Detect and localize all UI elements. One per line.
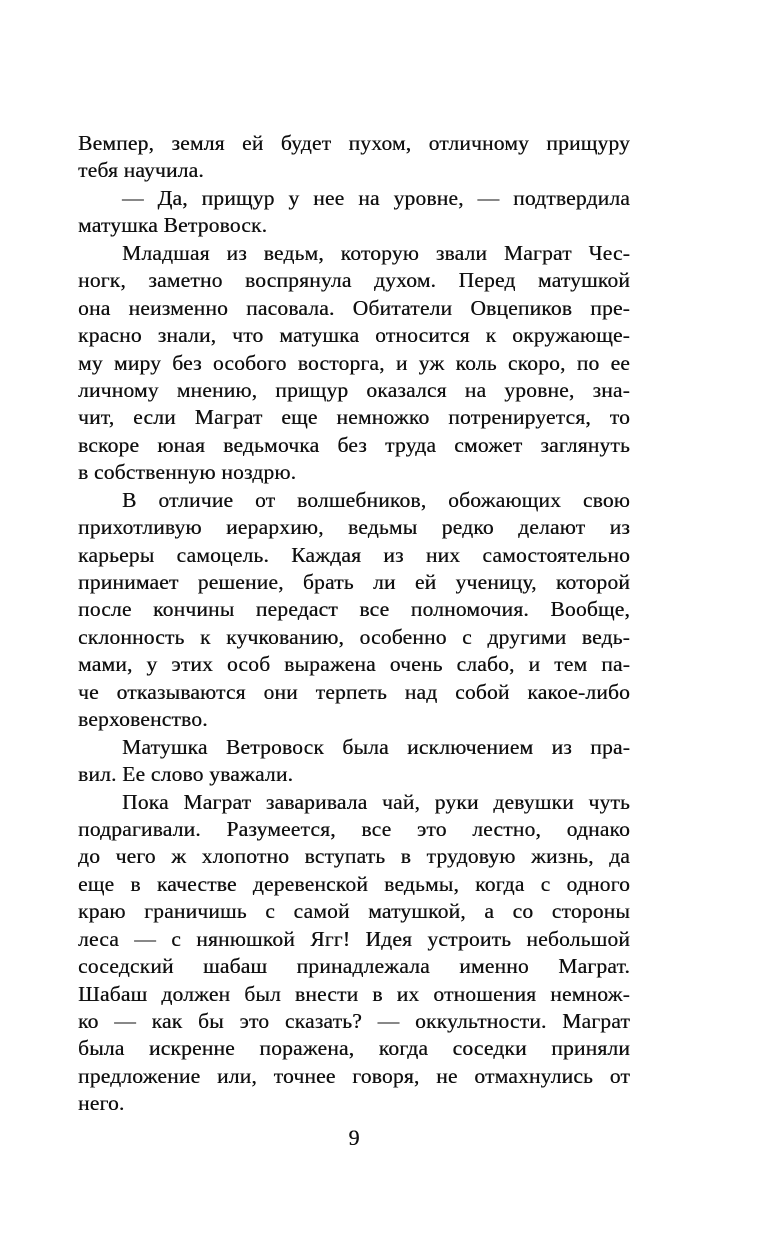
text-line: че отказываются они терпеть над собой какое-либо [78,679,630,704]
text-line: соседский шабаш принадлежала именно Маграт. [78,954,630,979]
text-line: вил. Ее слово уважали. [78,762,294,787]
text-line: до чего ж хлопотно вступать в трудовую жизнь, да [78,844,630,869]
text-line: после кончины передаст все полномочия. Вообще, [78,597,630,622]
text-line: Матушка Ветровоск была исключением из пра- [122,734,630,759]
text-line: матушка Ветровоск. [78,213,268,238]
text-line: личному мнению, прищур оказался на уровне, зна- [78,377,630,402]
text-line: Младшая из ведьм, которую звали Маграт Чес- [122,240,630,265]
text-line: — Да, прищур у нее на уровне, — подтвердила [122,185,630,210]
text-line: в собственную ноздрю. [78,460,297,485]
text-line: В отличие от волшебников, обожающих свою [122,487,630,512]
text-line: карьеры самоцель. Каждая из них самостоятельно [78,542,630,567]
text-line: мами, у этих особ выражена очень слабо, и тем па- [78,652,630,677]
text-line: чит, если Маграт еще немножко потренируется, то [78,405,630,430]
text-line: му миру без особого восторга, и уж коль скоро, по ее [78,350,630,375]
text-line: ко — как бы это сказать? — оккультности. Маграт [78,1009,630,1033]
text-line: предложение или, точнее говоря, не отмахнулись от [78,1063,630,1088]
text-line: Вемпер, земля ей будет пухом, отличному прищуру [78,131,630,155]
text-line: верховенство. [78,707,208,732]
body-text [78,130,630,1118]
text-line: леса — с нянюшкой Ягг! Идея устроить небольшой [78,926,630,951]
text-line: него. [78,1091,125,1116]
text-line: ногк, заметно воспрянула духом. Перед матушкой [78,268,630,293]
text-line: склонность к кучкованию, особенно с другими ведь- [78,624,630,649]
text-line: была искренне поражена, когда соседки приняли [78,1036,630,1061]
text-line: вскоре юная ведьмочка без труда сможет заглянуть [78,432,630,457]
text-line: прихотливую иерархию, ведьмы редко делают из [78,515,630,540]
text-line: Пока Маграт заваривала чай, руки девушки чуть [122,789,630,814]
text-line: краю граничишь с самой матушкой, а со стороны [78,899,630,924]
page-number: 9 [348,1125,360,1150]
text-line: она неизменно пасовала. Обитатели Овцепиков пре- [78,295,630,320]
text-line: тебя научила. [78,158,204,183]
text-line: еще в качестве деревенской ведьмы, когда с одного [78,871,630,896]
text-line: подрагивали. Разумеется, все это лестно, однако [78,816,630,841]
text-line: красно знали, что матушка относится к окружающе- [78,323,630,348]
text-line: принимает решение, брать ли ей ученицу, которой [78,570,630,594]
text-line: Шабаш должен был внести в их отношения немнож- [78,981,630,1006]
